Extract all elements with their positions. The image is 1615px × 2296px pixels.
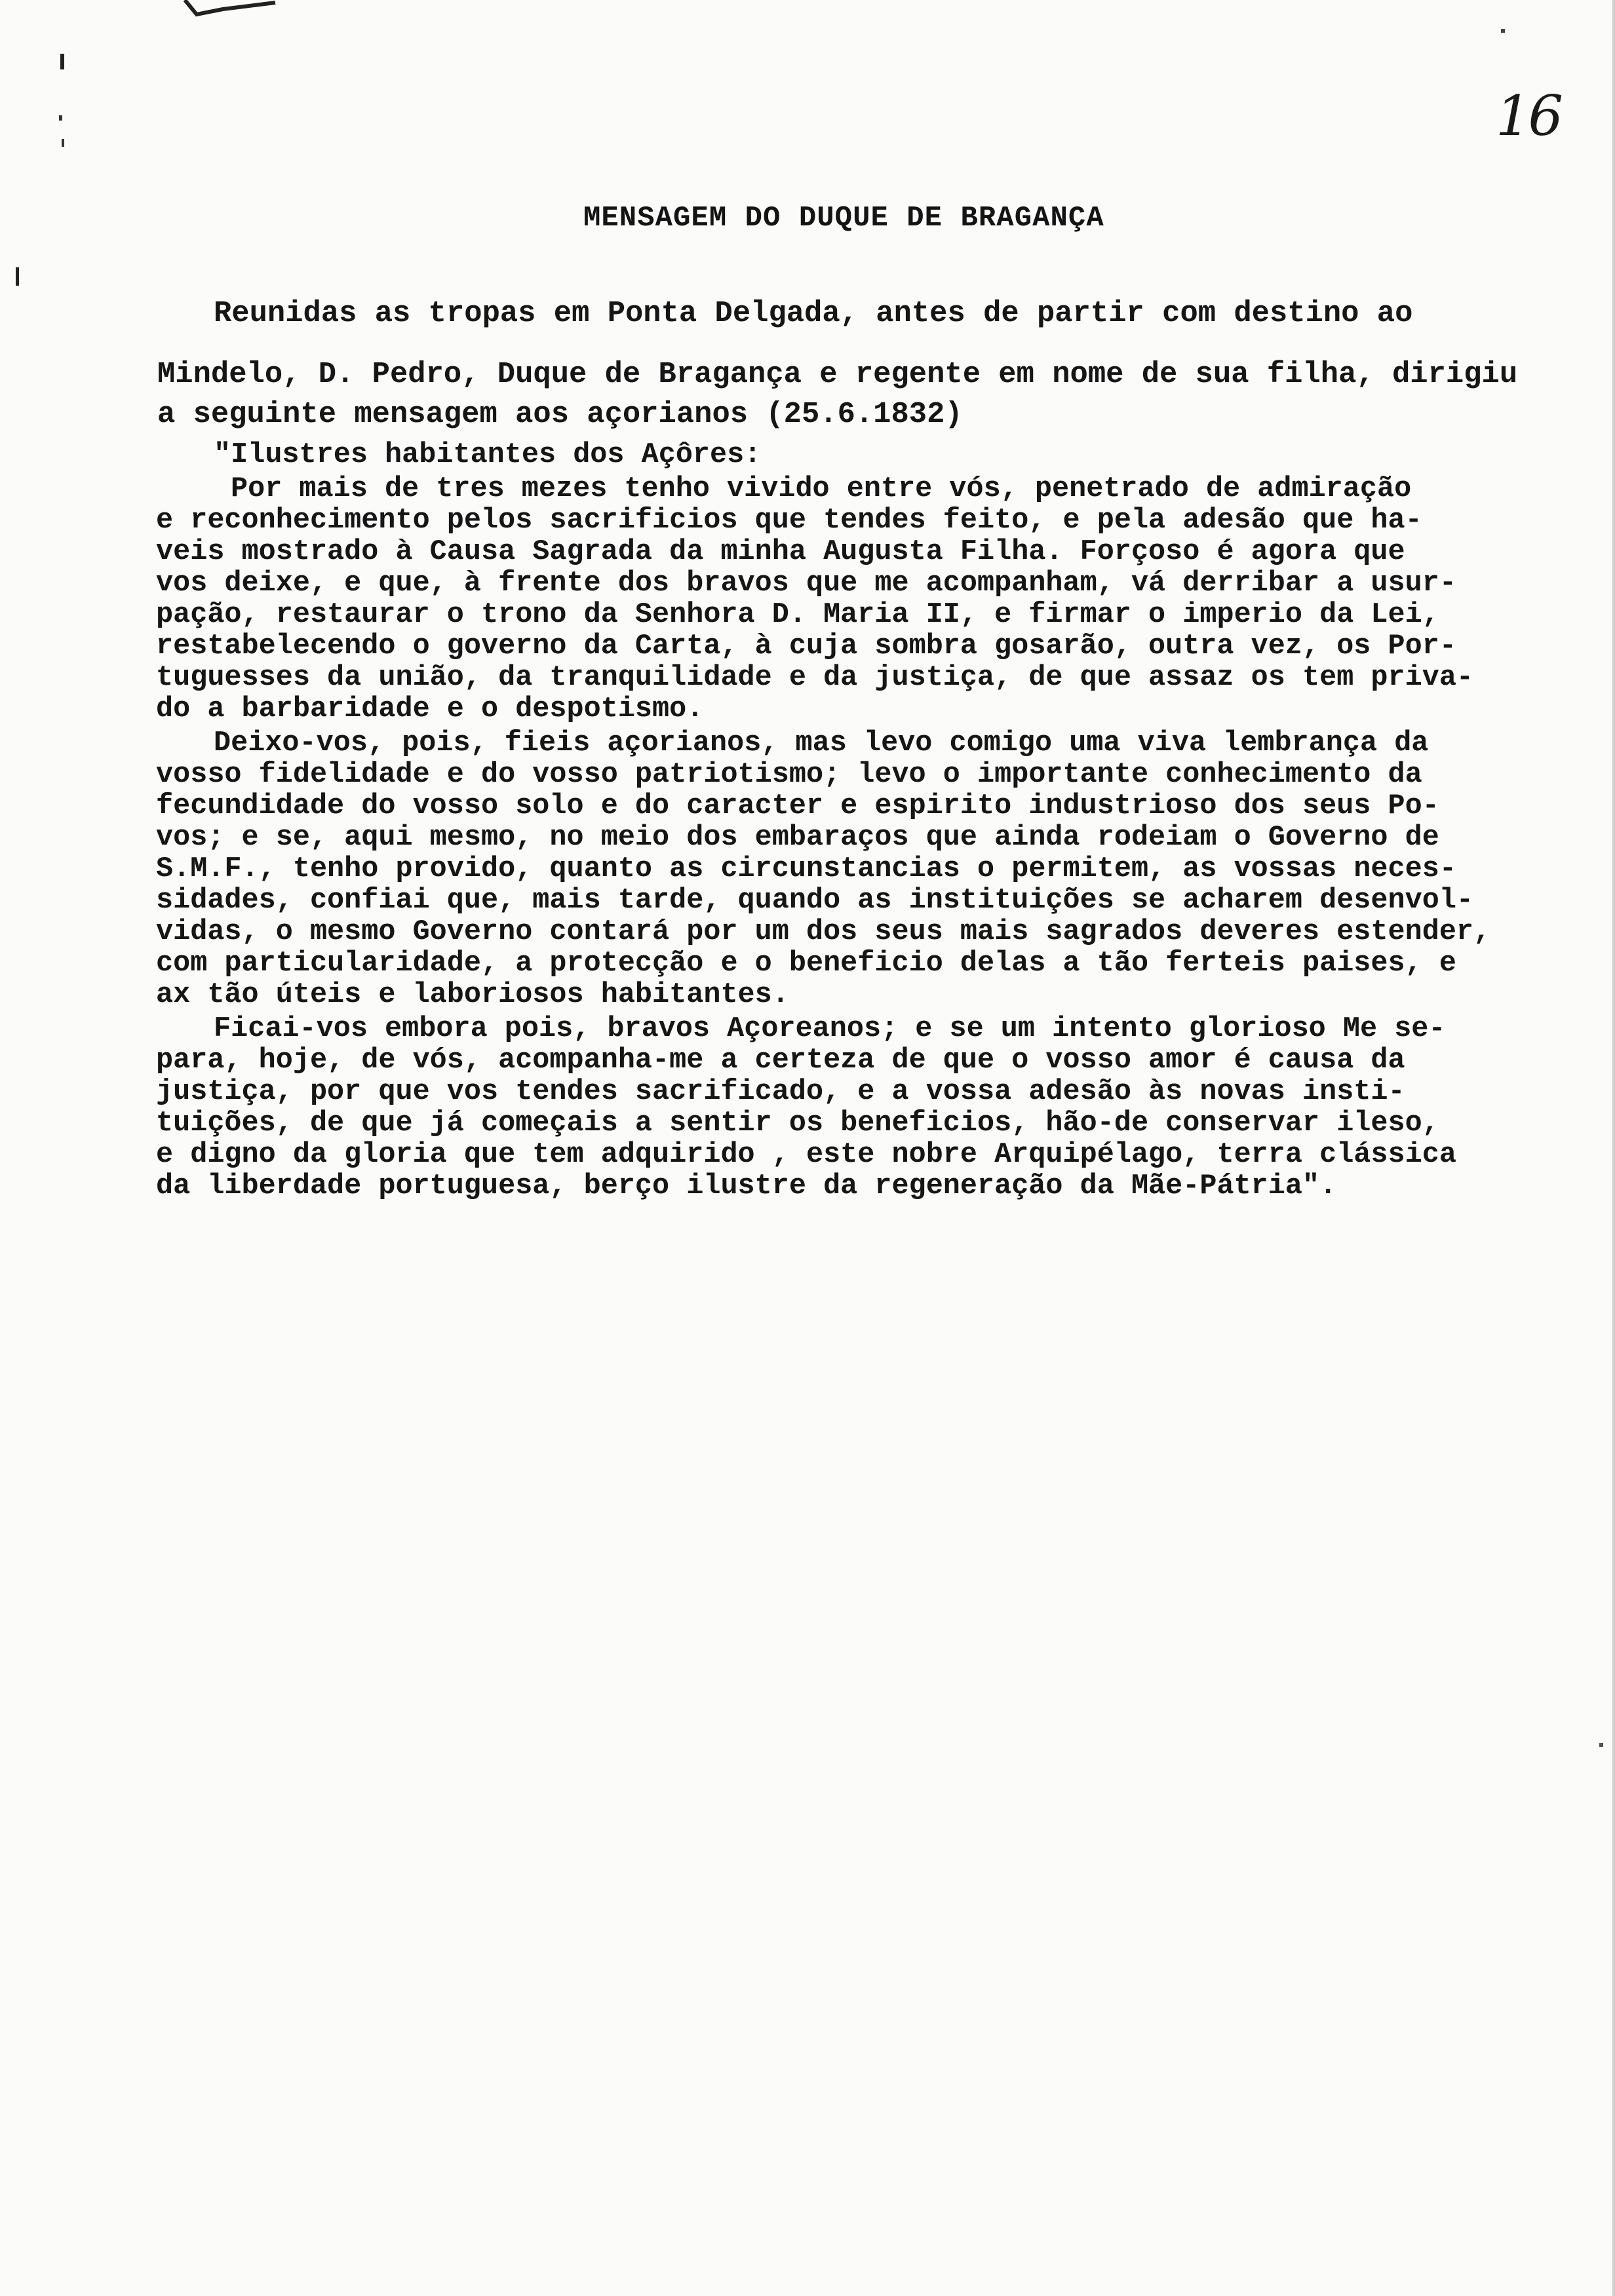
message-line: vosso fidelidade e do vosso patriotismo; levo o importante conhecimento da	[156, 759, 1422, 791]
message-line: vos deixe, e que, à frente dos bravos que me acompanham, vá derribar a usur-	[156, 567, 1456, 600]
message-line: fecundidade do vosso solo e do caracter e espirito industrioso dos seus Po-	[156, 790, 1439, 822]
message-line: Ficai-vos embora pois, bravos Açoreanos; e se um intento glorioso Me se-	[214, 1013, 1446, 1045]
message-line: e digno da gloria que tem adquirido , este nobre Arquipélago, terra clássica	[156, 1139, 1456, 1171]
scan-dot	[1501, 29, 1505, 33]
message-line: tuguesses da união, da tranquilidade e da justiça, de que assaz os tem priva-	[156, 662, 1474, 694]
scan-dot	[62, 139, 64, 147]
message-line: Por mais de tres mezes tenho vivido entre vós, penetrado de admiração	[231, 473, 1412, 505]
message-line: "Ilustres habitantes dos Açôres:	[214, 439, 762, 471]
intro-line: a seguinte mensagem aos açorianos (25.6.1832)	[157, 397, 963, 431]
message-line: com particularidade, a protecção e o beneficio delas a tão ferteis paises, e	[156, 947, 1456, 980]
intro-line: Reunidas as tropas em Ponta Delgada, antes de partir com destino ao	[214, 296, 1413, 330]
message-line: restabelecendo o governo da Carta, à cuja sombra gosarão, outra vez, os Por-	[156, 630, 1456, 662]
message-line: ax tão úteis e laboriosos habitantes.	[156, 979, 789, 1011]
message-line: e reconhecimento pelos sacrificios que tendes feito, e pela adesão que ha-	[156, 505, 1422, 537]
message-line: vidas, o mesmo Governo contará por um dos seus mais sagrados deveres estender,	[156, 916, 1491, 948]
message-line: justiça, por que vos tendes sacrificado, e a vossa adesão às novas insti-	[156, 1076, 1405, 1108]
page-title: MENSAGEM DO DUQUE DE BRAGANÇA	[583, 202, 1104, 235]
message-line: sidades, confiai que, mais tarde, quando as instituições se acharem desenvol-	[156, 885, 1474, 917]
scan-dot	[59, 115, 62, 121]
top-pen-stroke	[185, 0, 275, 14]
message-line: da liberdade portuguesa, berço ilustre da regeneração da Mãe-Pátria".	[156, 1170, 1337, 1202]
message-line: do a barbaridade e o despotismo.	[156, 693, 704, 725]
scan-dot	[60, 54, 64, 69]
scan-dot	[16, 267, 19, 286]
message-line: Deixo-vos, pois, fieis açorianos, mas levo comigo uma viva lembrança da	[214, 727, 1429, 759]
intro-line: Mindelo, D. Pedro, Duque de Bragança e regente em nome de sua filha, dirigiu	[157, 357, 1518, 391]
message-line: para, hoje, de vós, acompanha-me a certeza de que o vosso amor é causa da	[156, 1044, 1405, 1077]
page-number: 16	[1496, 84, 1561, 148]
message-line: tuições, de que já começais a sentir os beneficios, hão-de conservar ileso,	[156, 1107, 1439, 1139]
message-line: pação, restaurar o trono da Senhora D. Maria II, e firmar o imperio da Lei,	[156, 599, 1439, 631]
message-line: vos; e se, aqui mesmo, no meio dos embaraços que ainda rodeiam o Governo de	[156, 822, 1439, 854]
message-line: S.M.F., tenho provido, quanto as circunstancias o permitem, as vossas neces-	[156, 853, 1456, 885]
scan-dot	[1599, 1743, 1603, 1747]
message-line: veis mostrado à Causa Sagrada da minha Augusta Filha. Forçoso é agora que	[156, 536, 1405, 568]
